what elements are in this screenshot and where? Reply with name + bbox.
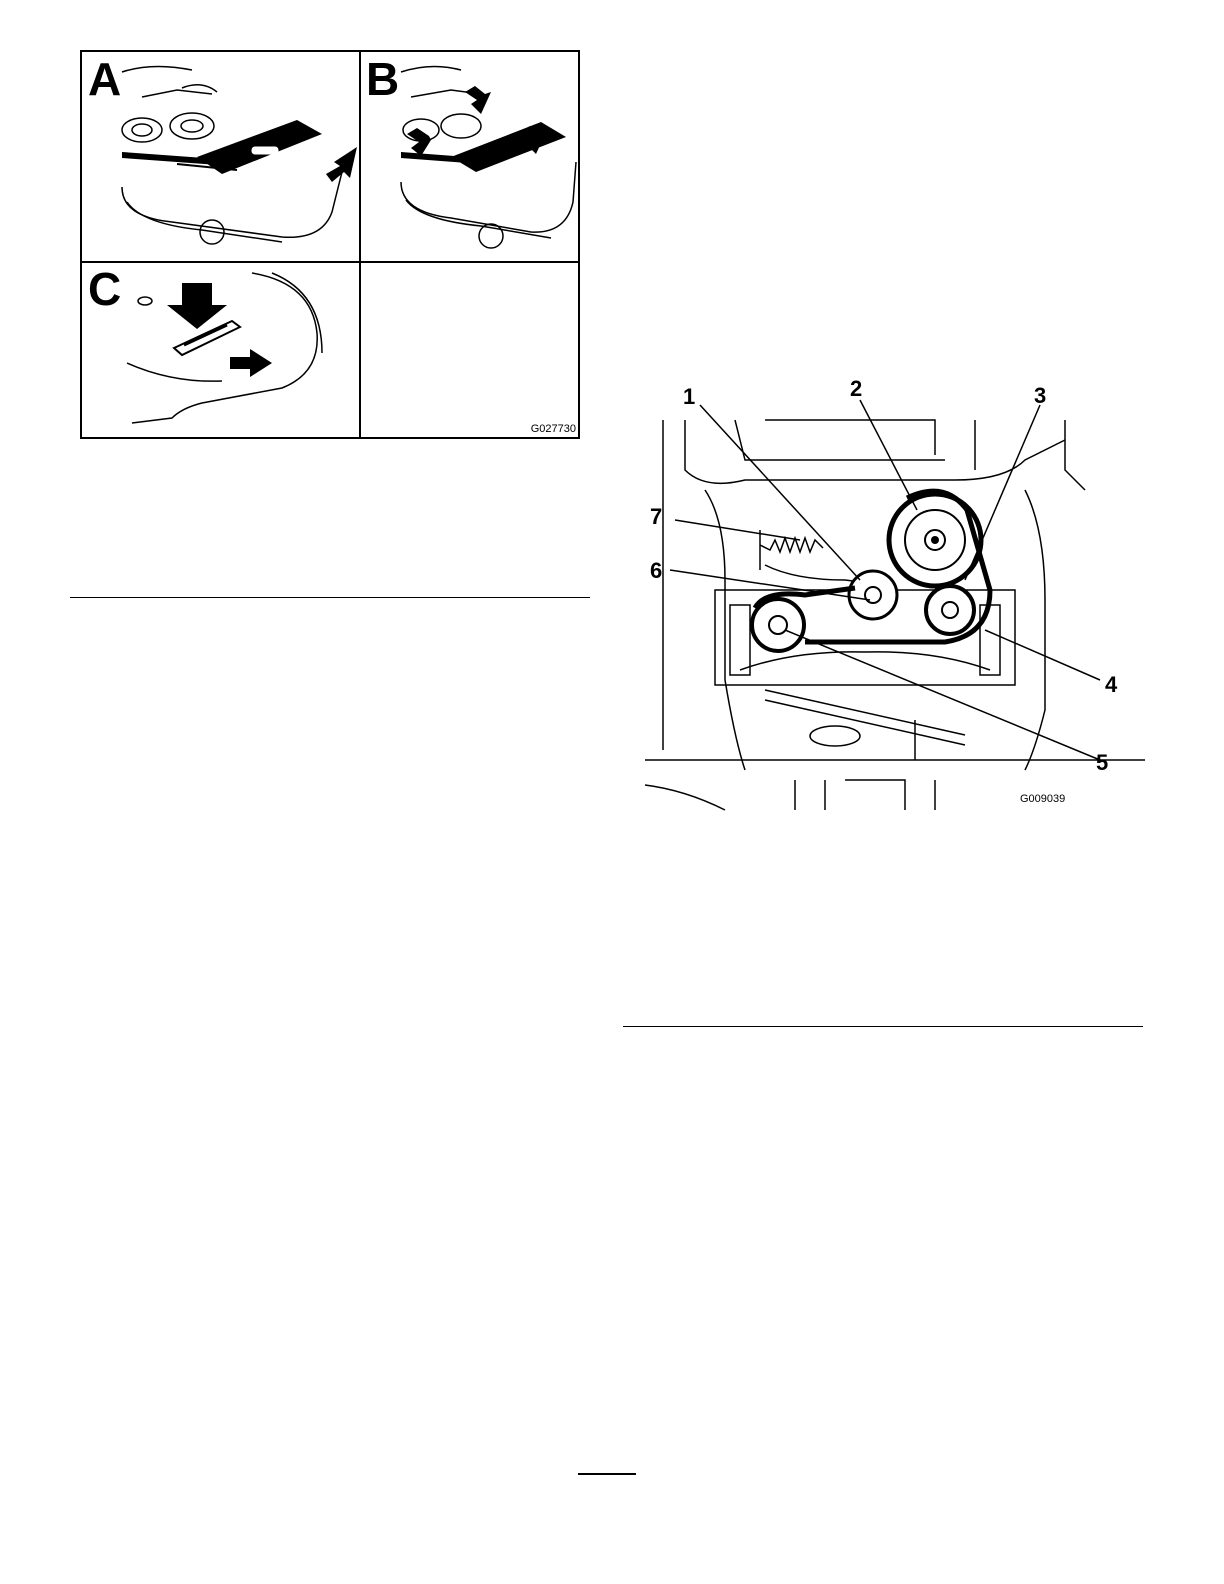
section-rule-right xyxy=(623,1026,1143,1027)
callout-1: 1 xyxy=(683,384,696,409)
section-rule-left xyxy=(70,597,590,598)
callout-7: 7 xyxy=(650,504,663,529)
callout-2: 2 xyxy=(850,376,863,401)
figure-panel-grid xyxy=(80,50,580,439)
belt-routing-figure xyxy=(645,376,1145,810)
page-number-rule xyxy=(578,1473,636,1475)
callout-6: 6 xyxy=(650,558,663,583)
callout-4: 4 xyxy=(1105,672,1118,697)
panel-c-illustration xyxy=(82,263,359,437)
panel-c-label: C xyxy=(88,263,122,315)
callout-5: 5 xyxy=(1096,750,1109,775)
panel-b-label: B xyxy=(366,53,400,105)
belt-routing-illustration xyxy=(645,376,1145,810)
callout-3: 3 xyxy=(1034,383,1047,408)
figure-code-top: G027730 xyxy=(530,423,576,435)
panel-b-illustration xyxy=(361,52,578,261)
figure-code-belt: G009039 xyxy=(1020,793,1066,805)
panel-a-label: A xyxy=(88,53,122,105)
panel-a-illustration xyxy=(82,52,359,261)
